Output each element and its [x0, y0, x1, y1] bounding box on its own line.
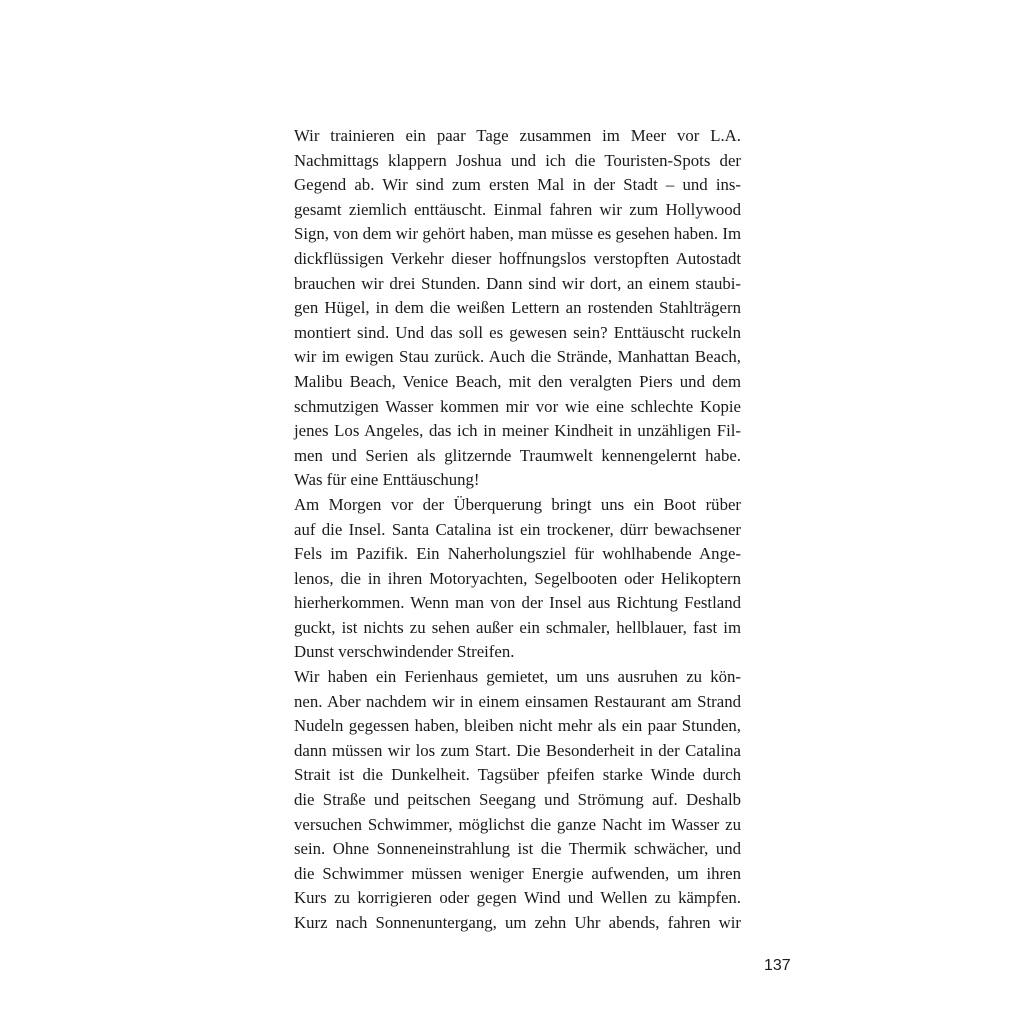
text-line: Nachmittags klappern Joshua und ich die Touristen-Spots der — [294, 150, 741, 170]
text-line: versuchen Schwimmer, möglichst die ganze Nacht im Wasser zu — [294, 814, 741, 834]
text-line: Dunst verschwindender Streifen. — [294, 642, 515, 662]
text-line: Wir trainieren ein paar Tage zusammen im Meer vor L.A. — [294, 126, 741, 145]
text-line: men und Serien als glitzernde Traumwelt kennengelernt habe. — [294, 445, 741, 465]
text-line: dann müssen wir los zum Start. Die Besonderheit in der Catalina — [294, 740, 741, 760]
text-line: wir im ewigen Stau zurück. Auch die Strände, Manhattan Beach, — [294, 347, 741, 367]
text-line: gen Hügel, in dem die weißen Lettern an rostenden Stahlträgern — [294, 298, 741, 318]
text-line: die Schwimmer müssen weniger Energie aufwenden, um ihren — [294, 863, 741, 883]
text-line: Kurs zu korrigieren oder gegen Wind und Wellen zu kämpfen. — [294, 888, 741, 908]
text-line: sein. Ohne Sonneneinstrahlung ist die Thermik schwächer, und — [294, 839, 741, 859]
paragraph — [275, 493, 741, 665]
text-line: dickflüssigen Verkehr dieser hoffnungslos verstopften Autostadt — [294, 248, 741, 268]
text-line: auf die Insel. Santa Catalina ist ein trockener, dürr bewachsener — [294, 519, 741, 539]
paragraph — [275, 124, 741, 493]
body-text — [275, 124, 741, 936]
text-line: Nudeln gegessen haben, bleiben nicht mehr als ein paar Stunden, — [294, 716, 741, 736]
paragraph — [275, 665, 741, 936]
text-line: Wir haben ein Ferienhaus gemietet, um uns ausruhen zu kön- — [294, 667, 741, 687]
text-line: Gegend ab. Wir sind zum ersten Mal in der Stadt – und ins- — [294, 175, 741, 195]
text-line: brauchen wir drei Stunden. Dann sind wir dort, an einem staubi- — [294, 273, 741, 293]
text-line: Am Morgen vor der Überquerung bringt uns ein Boot rüber — [294, 494, 741, 514]
text-line: schmutzigen Wasser kommen mir vor wie eine schlechte Kopie — [294, 396, 741, 416]
text-line: jenes Los Angeles, das ich in meiner Kindheit in unzähligen Fil- — [294, 421, 741, 441]
text-line: montiert sind. Und das soll es gewesen sein? Enttäuscht ruckeln — [294, 322, 741, 342]
text-line: gesamt ziemlich enttäuscht. Einmal fahren wir zum Hollywood — [294, 199, 741, 219]
text-line: Kurz nach Sonnenuntergang, um zehn Uhr abends, fahren wir — [294, 913, 741, 932]
text-line: lenos, die in ihren Motoryachten, Segelbooten oder Helikoptern — [294, 568, 741, 588]
text-line: guckt, ist nichts zu sehen außer ein schmaler, hellblauer, fast im — [294, 617, 741, 637]
text-line: hierherkommen. Wenn man von der Insel aus Richtung Festland — [294, 593, 741, 613]
text-line: Sign, von dem wir gehört haben, man müsse es gesehen haben. Im — [294, 224, 741, 244]
text-line: die Straße und peitschen Seegang und Strömung auf. Deshalb — [294, 790, 741, 810]
text-line: Strait ist die Dunkelheit. Tagsüber pfeifen starke Winde durch — [294, 765, 741, 785]
page-number: 137 — [764, 957, 791, 974]
text-line: nen. Aber nachdem wir in einem einsamen Restaurant am Strand — [294, 691, 741, 711]
text-line: Fels im Pazifik. Ein Naherholungsziel für wohlhabende Ange- — [294, 544, 741, 564]
text-line: Was für eine Enttäuschung! — [294, 470, 480, 490]
text-line: Malibu Beach, Venice Beach, mit den veralgten Piers und dem — [294, 371, 741, 391]
